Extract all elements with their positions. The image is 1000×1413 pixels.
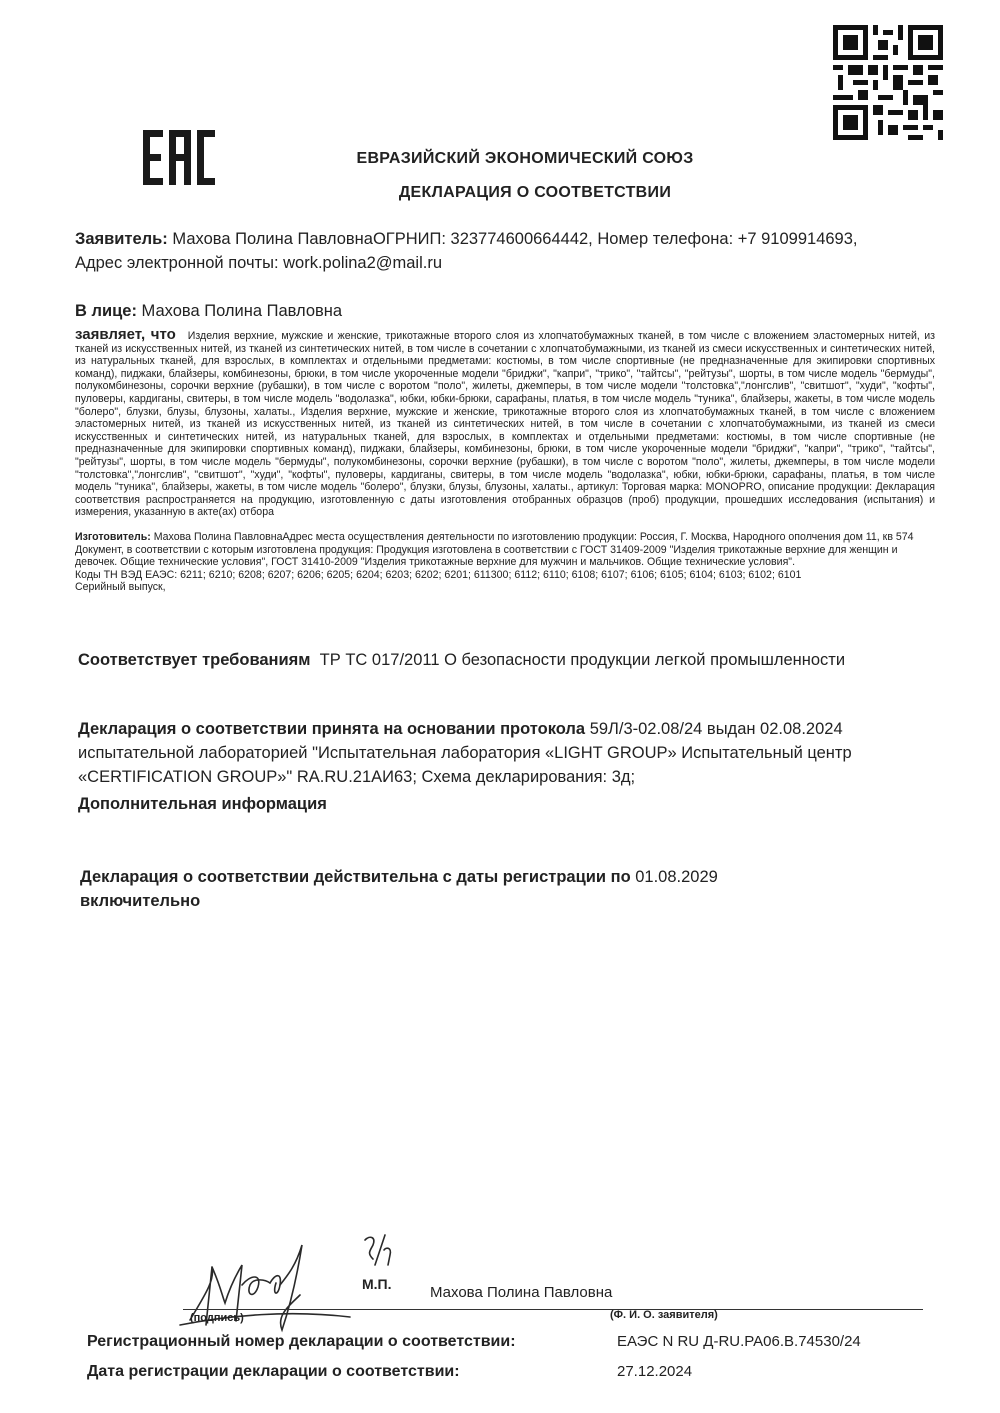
validity-label: Декларация о соответствии действительна с даты регистрации по (80, 868, 631, 886)
union-title: ЕВРАЗИЙСКИЙ ЭКОНОМИЧЕСКИЙ СОЮЗ (356, 150, 694, 167)
declares-text: Изделия верхние, мужские и женские, трикотажные второго слоя из хлопчатобумажных тканей, в том числе с вложением эластомерных нитей, из тканей из искусственных нитей, из тканей из синтетических нитей, в том числе в сочетании с хлопчатобумажными, из тканей из смеси искусственных и синтетических нитей, из натуральных тканей, для взрослых, в комплектах и отдельными предметами: костюмы, в том числе спортивные (не предназначенные для экипировки спортивных команд), пиджаки, блайзеры, комбинезоны, брюки, в том числе укороченные модели "бриджи", "капри", "трико", "тайтсы", "рейтузы", шорты, в том числе модель "бермуды", полукомбинезоны, сорочки верхние (рубашки), в том числе с воротом "поло", жилеты, джемперы, в том числе модели "толстовка","лонгслив", "свитшот", "худи", "кофты", пуловеры, кардиганы, свитеры, в том числе модель "водолазка", юбки, юбки-брюки, сарафаны, платья, в том числе модель "туника", блайзеры, жакеты, в том числе модель "болеро", блузки, блузы, блузоны, халаты., Изделия верхние, мужские и женские, трикотажные второго слоя из хлопчатобумажных тканей, в том числе с вложением эластомерных нитей, из тканей из искусственных нитей, из тканей из синтетических нитей, в том числе в сочетании с хлопчатобумажными, из тканей из смеси искусственных и синтетических нитей, из натуральных тканей, для взрослых, в комплектах и отдельными предметами: костюмы, в том числе спортивные (не предназначенные для экипировки спортивных команд), пиджаки, блайзеры, комбинезоны, брюки, в том числе укороченные модели "бриджи", "капри", "трико", "тайтсы", "рейтузы", шорты, в том числе модель "бермуды", полукомбинезоны, сорочки верхние (рубашки), в том числе с воротом "поло", жилеты, джемперы, в том числе модели "толстовка","лонгслив", "свитшот", "худи", "кофты", пуловеры, кардиганы, свитеры, в том числе модель "водолазка", юбки, юбки-брюки, сарафаны, платья, в том числе модель "туника", блайзеры, жакеты, в том числе модель "болеро", блузки, блузы, блузоны, халаты., артикул: Торговая марка: MONOPRO, описание продукции: Декларация соответствия распространяется на продукцию, изготовленную с даты изготовления отобранных образцов (проб) продукции, прошедших исследования (испытания) и измерения, указанную в акте(ах) отбора (75, 330, 936, 519)
face-text: Махова Полина Павловна (141, 302, 343, 320)
validity-suffix: включительно (80, 892, 201, 910)
document-line: Документ, в соответствии с которым изготовлена продукция: Продукция изготовлена в соответствии с ГОСТ 31409-2009 "Изделия трикотажные верхние для женщин и девочек. Общие технические условия", ГОСТ 31410-2009 "Изделия трикотажные верхние для мужчин и мальчиков. Общие технические условия". (75, 543, 898, 569)
manufacturer-label: Изготовитель: (75, 531, 151, 543)
serial-line: Серийный выпуск, (75, 581, 166, 594)
validity-date: 01.08.2029 (635, 868, 718, 886)
conformity-label: Соответствует требованиям (78, 651, 311, 669)
face-section (75, 299, 875, 323)
protocol-text: 59Л/3-02.08/24 выдан 02.08.2024 испытательной лабораторией "Испытательная лаборатория «LIGHT GROUP» Испытательный центр «CERTIFICATION GROUP»" RA.RU.21АИ63; Схема декларирования: 3д; (78, 720, 852, 786)
declares-label: заявляет, что (75, 326, 176, 343)
codes-line: Коды ТН ВЭД ЕАЭС: 6211; 6210; 6208; 6207; 6206; 6205; 6204; 6203; 6202; 6201; 611300; 6112; 6110; 6108; 6107; 6106; 6105; 6104; 6103; 6102; 6101 (75, 568, 802, 581)
fio-caption: (Ф. И. О. заявителя) (610, 1309, 718, 1321)
registration-number-value: ЕАЭС N RU Д-RU.PA06.B.74530/24 (617, 1333, 861, 1350)
qr-code-icon (833, 25, 943, 140)
signer-name: Махова Полина Павловна (430, 1284, 613, 1301)
applicant-section (75, 227, 875, 275)
details-section (75, 531, 935, 594)
registration-date-label: Дата регистрации декларации о соответствии: (87, 1363, 460, 1380)
manufacturer-line (75, 531, 935, 544)
stamp-place-label: М.П. (362, 1276, 392, 1292)
conformity-section (78, 648, 878, 672)
declares-section (75, 326, 936, 519)
registration-number-label: Регистрационный номер декларации о соответствии: (87, 1333, 516, 1350)
face-label: В лице: (75, 302, 137, 320)
signature-line (183, 1309, 923, 1310)
applicant-label: Заявитель: (75, 230, 168, 248)
conformity-text: ТР ТС 017/2011 О безопасности продукции легкой промышленности (319, 651, 846, 669)
registration-date-value: 27.12.2024 (617, 1363, 693, 1380)
protocol-section (78, 717, 918, 789)
signature-caption: (подпись) (190, 1312, 244, 1324)
manufacturer-text: Махова Полина ПавловнаАдрес места осуществления деятельности по изготовлению продукции: Россия, Г. Москва, Народного ополчения дом 11, кв 574 (153, 531, 914, 543)
protocol-label: Декларация о соответствии принята на основании протокола (78, 720, 586, 738)
validity-section (80, 865, 860, 913)
additional-info-label: Дополнительная информация (78, 795, 327, 813)
applicant-text: Махова Полина ПавловнаОГРНИП: 323774600664442, Номер телефона: +7 9109914693, Адрес электронной почты: work.polina2@mail.ru (75, 230, 858, 272)
declaration-title: ДЕКЛАРАЦИЯ О СООТВЕТСТВИИ (398, 184, 672, 201)
